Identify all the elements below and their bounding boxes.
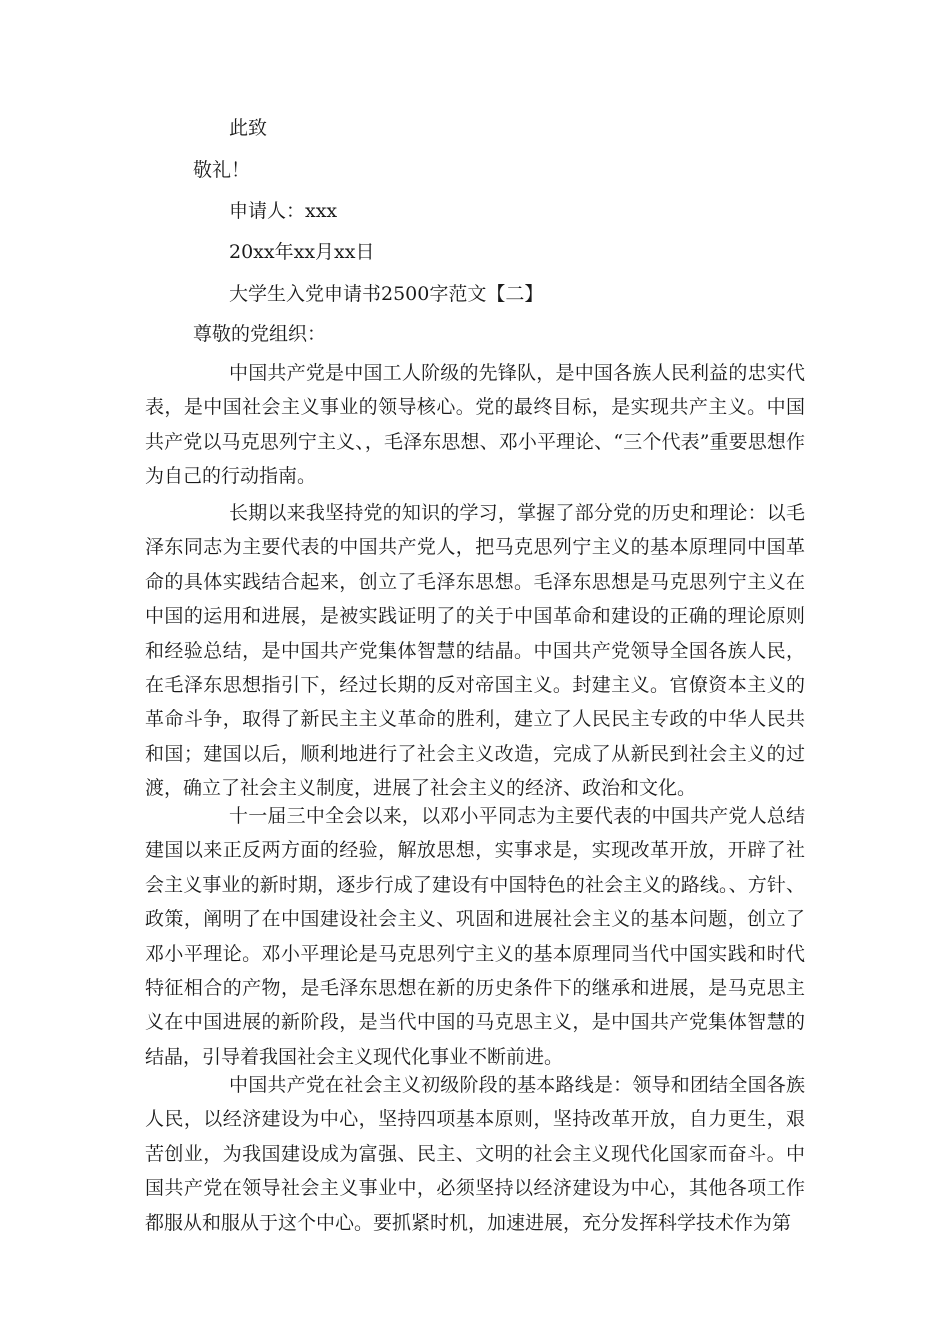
body-paragraph-1: 中国共产党是中国工人阶级的先锋队，是中国各族人民利益的忠实代表，是中国社会主义事业的领导核心。党的最终目标，是实现共产主义。中国共产党以马克思列宁主义、，毛泽东思想、邓小平理论、“三个代表”重要思想作为自己的行动指南。 bbox=[145, 362, 805, 488]
date-line: 20xx年xx月xx日 bbox=[229, 241, 375, 263]
closing-salute-2: 敬礼！ bbox=[193, 159, 251, 181]
greeting-line: 尊敬的党组织： bbox=[193, 323, 327, 345]
body-paragraph-3: 十一届三中全会以来，以邓小平同志为主要代表的中国共产党人总结建国以来正反两方面的经验，解放思想，实事求是，实现改革开放，开辟了社会主义事业的新时期，逐步行成了建设有中国特色的社会主义的路线。、方针、政策，阐明了在中国建设社会主义、巩固和进展社会主义的基本问题，创立了邓小平理论。邓小平理论是马克思列宁主义的基本原理同当代中国实践和时代特征相合的产物，是毛泽东思想在新的历史条件下的继承和进展，是马克思主义在中国进展的新阶段，是当代中国的马克思主义，是中国共产党集体智慧的结晶，引导着我国社会主义现代化事业不断前进。 bbox=[145, 805, 805, 1068]
applicant-line: 申请人：xxx bbox=[229, 200, 338, 222]
body-paragraph-4: 中国共产党在社会主义初级阶段的基本路线是：领导和团结全国各族人民，以经济建设为中心，坚持四项基本原则，坚持改革开放，自力更生，艰苦创业，为我国建设成为富强、民主、文明的社会主义现代化国家而奋斗。中国共产党在领导社会主义事业中，必须坚持以经济建设为中心，其他各项工作都服从和服从于这个中心。要抓紧时机，加速进展，充分发挥科学技术作为第 bbox=[145, 1074, 805, 1234]
section-title: 大学生入党申请书2500字范文【二】 bbox=[229, 283, 544, 305]
closing-salute-1: 此致 bbox=[229, 117, 268, 139]
body-paragraph-2: 长期以来我坚持党的知识的学习，掌握了部分党的历史和理论：以毛泽东同志为主要代表的中国共产党人，把马克思列宁主义的基本原理同中国革命的具体实践结合起来，创立了毛泽东思想。毛泽东思想是马克思列宁主义在中国的运用和进展，是被实践证明了的关于中国革命和建设的正确的理论原则和经验总结，是中国共产党集体智慧的结晶。中国共产党领导全国各族人民，在毛泽东思想指引下，经过长期的反对帝国主义。封建主义。官僚资本主义的革命斗争，取得了新民主主义革命的胜利，建立了人民民主专政的中华人民共和国；建国以后，顺利地进行了社会主义改造，完成了从新民到社会主义的过渡，确立了社会主义制度，进展了社会主义的经济、政治和文化。 bbox=[145, 502, 805, 800]
